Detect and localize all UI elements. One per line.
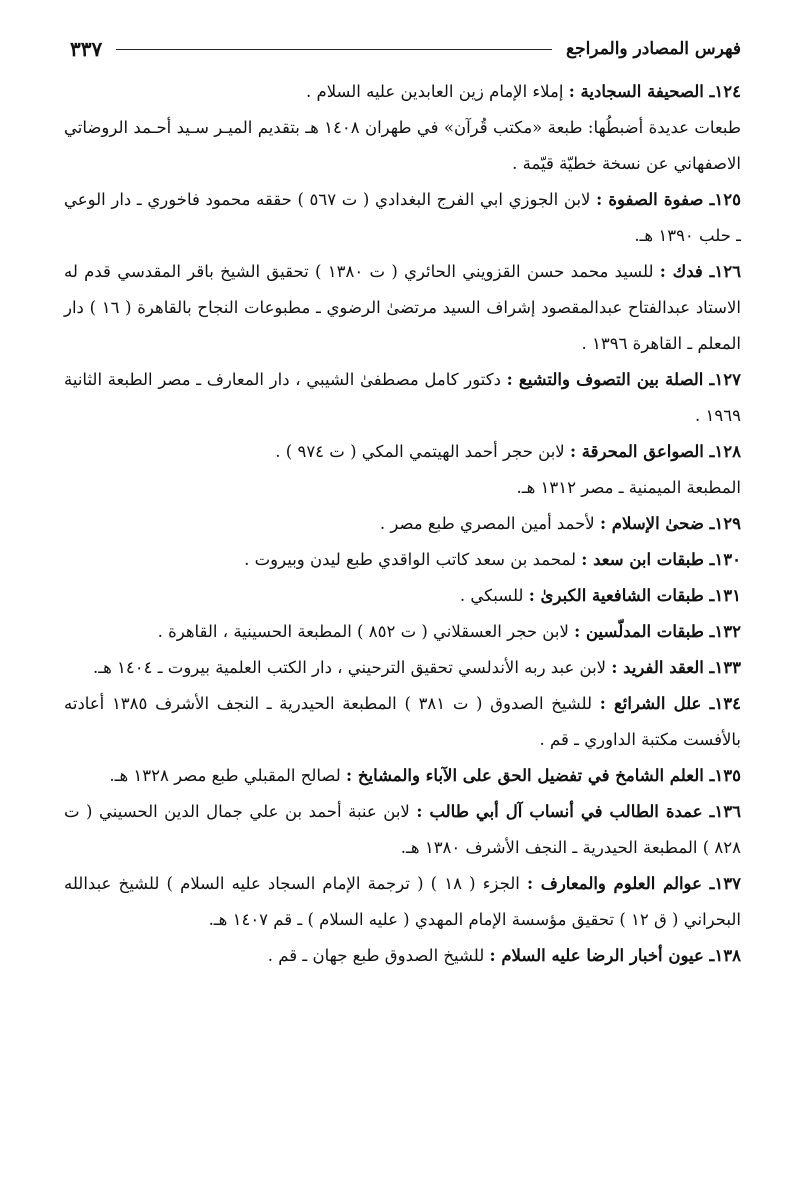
entry-text: لصالح المقبلي طبع مصر ١٣٢٨ هـ. <box>109 766 346 785</box>
entry-head: ١٣٣ـ العقد الفريد : <box>611 658 741 677</box>
entry-text: الجزء ( ١٨ ) ( ترجمة الإمام السجاد عليه السلام ) للشيخ عبدالله البحراني ( ق ١٢ ) تحقيق مؤسسة الإمام المهدي ( عليه السلام ) ـ قم ١٤٠٧ هـ. <box>64 874 741 929</box>
entry-head: ١٣١ـ طبقات الشافعية الكبرىٰ : <box>528 586 741 605</box>
entry-head: ١٢٤ـ الصحيفة السجادية : <box>568 82 741 101</box>
entry-135 <box>64 758 741 794</box>
entry-137 <box>64 866 741 938</box>
entry-head: ١٣٧ـ عوالم العلوم والمعارف : <box>526 874 741 893</box>
entry-head: ١٢٦ـ فدك : <box>659 262 742 281</box>
entry-text: لمحمد بن سعد كاتب الواقدي طبع ليدن وبيروت . <box>244 550 582 569</box>
entry-head: ١٢٩ـ ضحىٰ الإسلام : <box>599 514 741 533</box>
entry-text: دكتور كامل مصطفىٰ الشيبي ، دار المعارف ـ مصر الطبعة الثانية ١٩٦٩ . <box>64 370 741 425</box>
entry-text: للشيخ الصدوق ( ت ٣٨١ ) المطبعة الحيدرية ـ النجف الأشرف ١٣٨٥ أعادته بالأفست مكتبة الداوري ـ قم . <box>64 694 741 749</box>
page-number: ٣٣٧ <box>70 37 103 61</box>
entry-head: ١٣٥ـ العلم الشامخ في تفضيل الحق على الآباء والمشايخ : <box>345 766 741 785</box>
entry-131 <box>64 578 741 614</box>
entry-head: ١٢٧ـ الصلة بين التصوف والتشيع : <box>506 370 741 389</box>
entry-text: المطبعة الميمنية ـ مصر ١٣١٢ هـ. <box>516 478 741 497</box>
entry-126 <box>64 254 741 362</box>
page-header <box>70 34 741 64</box>
entry-134 <box>64 686 741 758</box>
entry-124-note <box>64 110 741 182</box>
entry-text: لابن عنبة أحمد بن علي جمال الدين الحسيني ( ت ٨٢٨ ) المطبعة الحيدرية ـ النجف الأشرف ١٣٨٠ هـ. <box>64 802 741 857</box>
entry-head: ١٣٨ـ عيون أخبار الرضا عليه السلام : <box>489 946 741 965</box>
header-rule <box>116 49 552 50</box>
entry-127 <box>64 362 741 434</box>
bibliography-list <box>64 74 741 974</box>
entry-128 <box>64 434 741 470</box>
running-title: فهرس المصادر والمراجع <box>566 39 741 59</box>
entry-136 <box>64 794 741 866</box>
entry-124 <box>64 74 741 110</box>
entry-138 <box>64 938 741 974</box>
entry-text: إملاء الإمام زين العابدين عليه السلام . <box>305 82 569 101</box>
entry-head: ١٣٠ـ طبقات ابن سعد : <box>581 550 741 569</box>
entry-132 <box>64 614 741 650</box>
entry-head: ١٢٨ـ الصواعق المحرقة : <box>569 442 741 461</box>
entry-text: طبعات عديدة أضبطُها: طبعة «مكتب قُرآن» في طهران ١٤٠٨ هـ بتقديم الميـر سـيد أحـمد الروضاتي الاصفهاني عن نسخة خطيّة قيّمة . <box>64 118 741 173</box>
entry-text: لابن عبد ربه الأندلسي تحقيق الترحيني ، دار الكتب العلمية بيروت ـ ١٤٠٤ هـ. <box>93 658 612 677</box>
entry-125 <box>64 182 741 254</box>
entry-129 <box>64 506 741 542</box>
entry-text: للسيد محمد حسن القزويني الحائري ( ت ١٣٨٠ ) تحقيق الشيخ باقر المقدسي قدم له الاستاد عبدالفتاح عبدالمقصود إشراف السيد مرتضىٰ الرضوي ـ مطبوعات النجاح بالقاهرة ( ١٦ ) دار المعلم ـ القاهرة ١٣٩٦ . <box>64 262 741 353</box>
entry-133 <box>64 650 741 686</box>
entry-text: لابن حجر أحمد الهيتمي المكي ( ت ٩٧٤ ) . <box>275 442 570 461</box>
entry-128-note <box>64 470 741 506</box>
entry-text: للشيخ الصدوق طبع جهان ـ قم . <box>267 946 490 965</box>
entry-head: ١٢٥ـ صفوة الصفوة : <box>596 190 741 209</box>
entry-130 <box>64 542 741 578</box>
entry-head: ١٣٢ـ طبقات المدلّسين : <box>574 622 741 641</box>
entry-text: للسبكي . <box>459 586 529 605</box>
entry-head: ١٣٦ـ عمدة الطالب في أنساب آل أبي طالب : <box>416 802 742 821</box>
entry-head: ١٣٤ـ علل الشرائع : <box>599 694 741 713</box>
entry-text: لأحمد أمين المصري طبع مصر . <box>379 514 600 533</box>
entry-text: لابن حجر العسقلاني ( ت ٨٥٢ ) المطبعة الحسينية ، القاهرة . <box>157 622 575 641</box>
entry-text: لابن الجوزي ابي الفرج البغدادي ( ت ٥٦٧ ) حققه محمود فاخوري ـ دار الوعي ـ حلب ١٣٩٠ هـ. <box>64 190 741 245</box>
